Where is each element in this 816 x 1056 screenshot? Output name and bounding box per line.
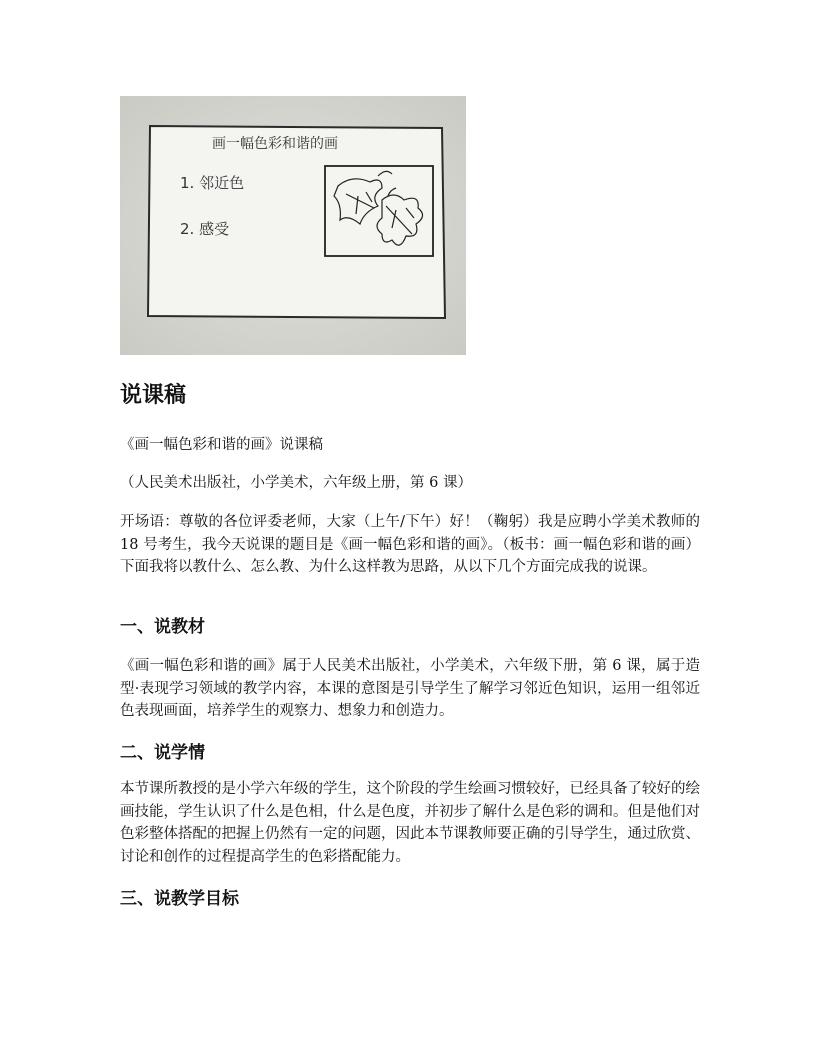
handwritten-title: 画一幅色彩和谐的画 [212,136,338,152]
section-heading-textbook: 一、说教材 [120,617,205,637]
document-title: 说课稿 [120,383,187,408]
section-body-textbook: 《画一幅色彩和谐的画》属于人民美术出版社，小学美术，六年级下册，第 6 课，属于造型·表现学习领域的教学内容，本课的意图是引导学生了解学习邻近色知识，运用一组邻近色表现画面，培养学生的观察力、想象力和创造力。 [120,658,700,719]
handwritten-point-1: 1. 邻近色 [180,174,245,192]
opening-paragraph: 开场语：尊敬的各位评委老师，大家（上午/下午）好！（鞠躬）我是应聘小学美术教师的 18 号考生，我今天说课的题目是《画一幅色彩和谐的画》。（板书：画一幅色彩和谐的画）下面我将以教什么、怎么教、为什么这样教为思路，从以下几个方面完成我的说课。 [120,514,700,575]
blackboard-sketch-photo [120,96,466,355]
sketch-drawing [120,96,466,355]
section-body-students: 本节课所教授的是小学六年级的学生，这个阶段的学生绘画习惯较好，已经具备了较好的绘画技能，学生认识了什么是色相，什么是色度，并初步了解什么是色彩的调和。但是他们对色彩整体搭配的把握上仍然有一定的问题，因此本节课教师要正确的引导学生，通过欣赏、讨论和创作的过程提高学生的色彩搭配能力。 [120,781,700,865]
handwritten-point-2: 2. 感受 [180,220,230,238]
document-subtitle: 《画一幅色彩和谐的画》说课稿 [120,437,323,453]
section-heading-students: 二、说学情 [120,743,205,763]
section-heading-objectives: 三、说教学目标 [120,889,239,909]
publisher-line: （人民美术出版社，小学美术，六年级上册，第 6 课） [120,475,472,491]
